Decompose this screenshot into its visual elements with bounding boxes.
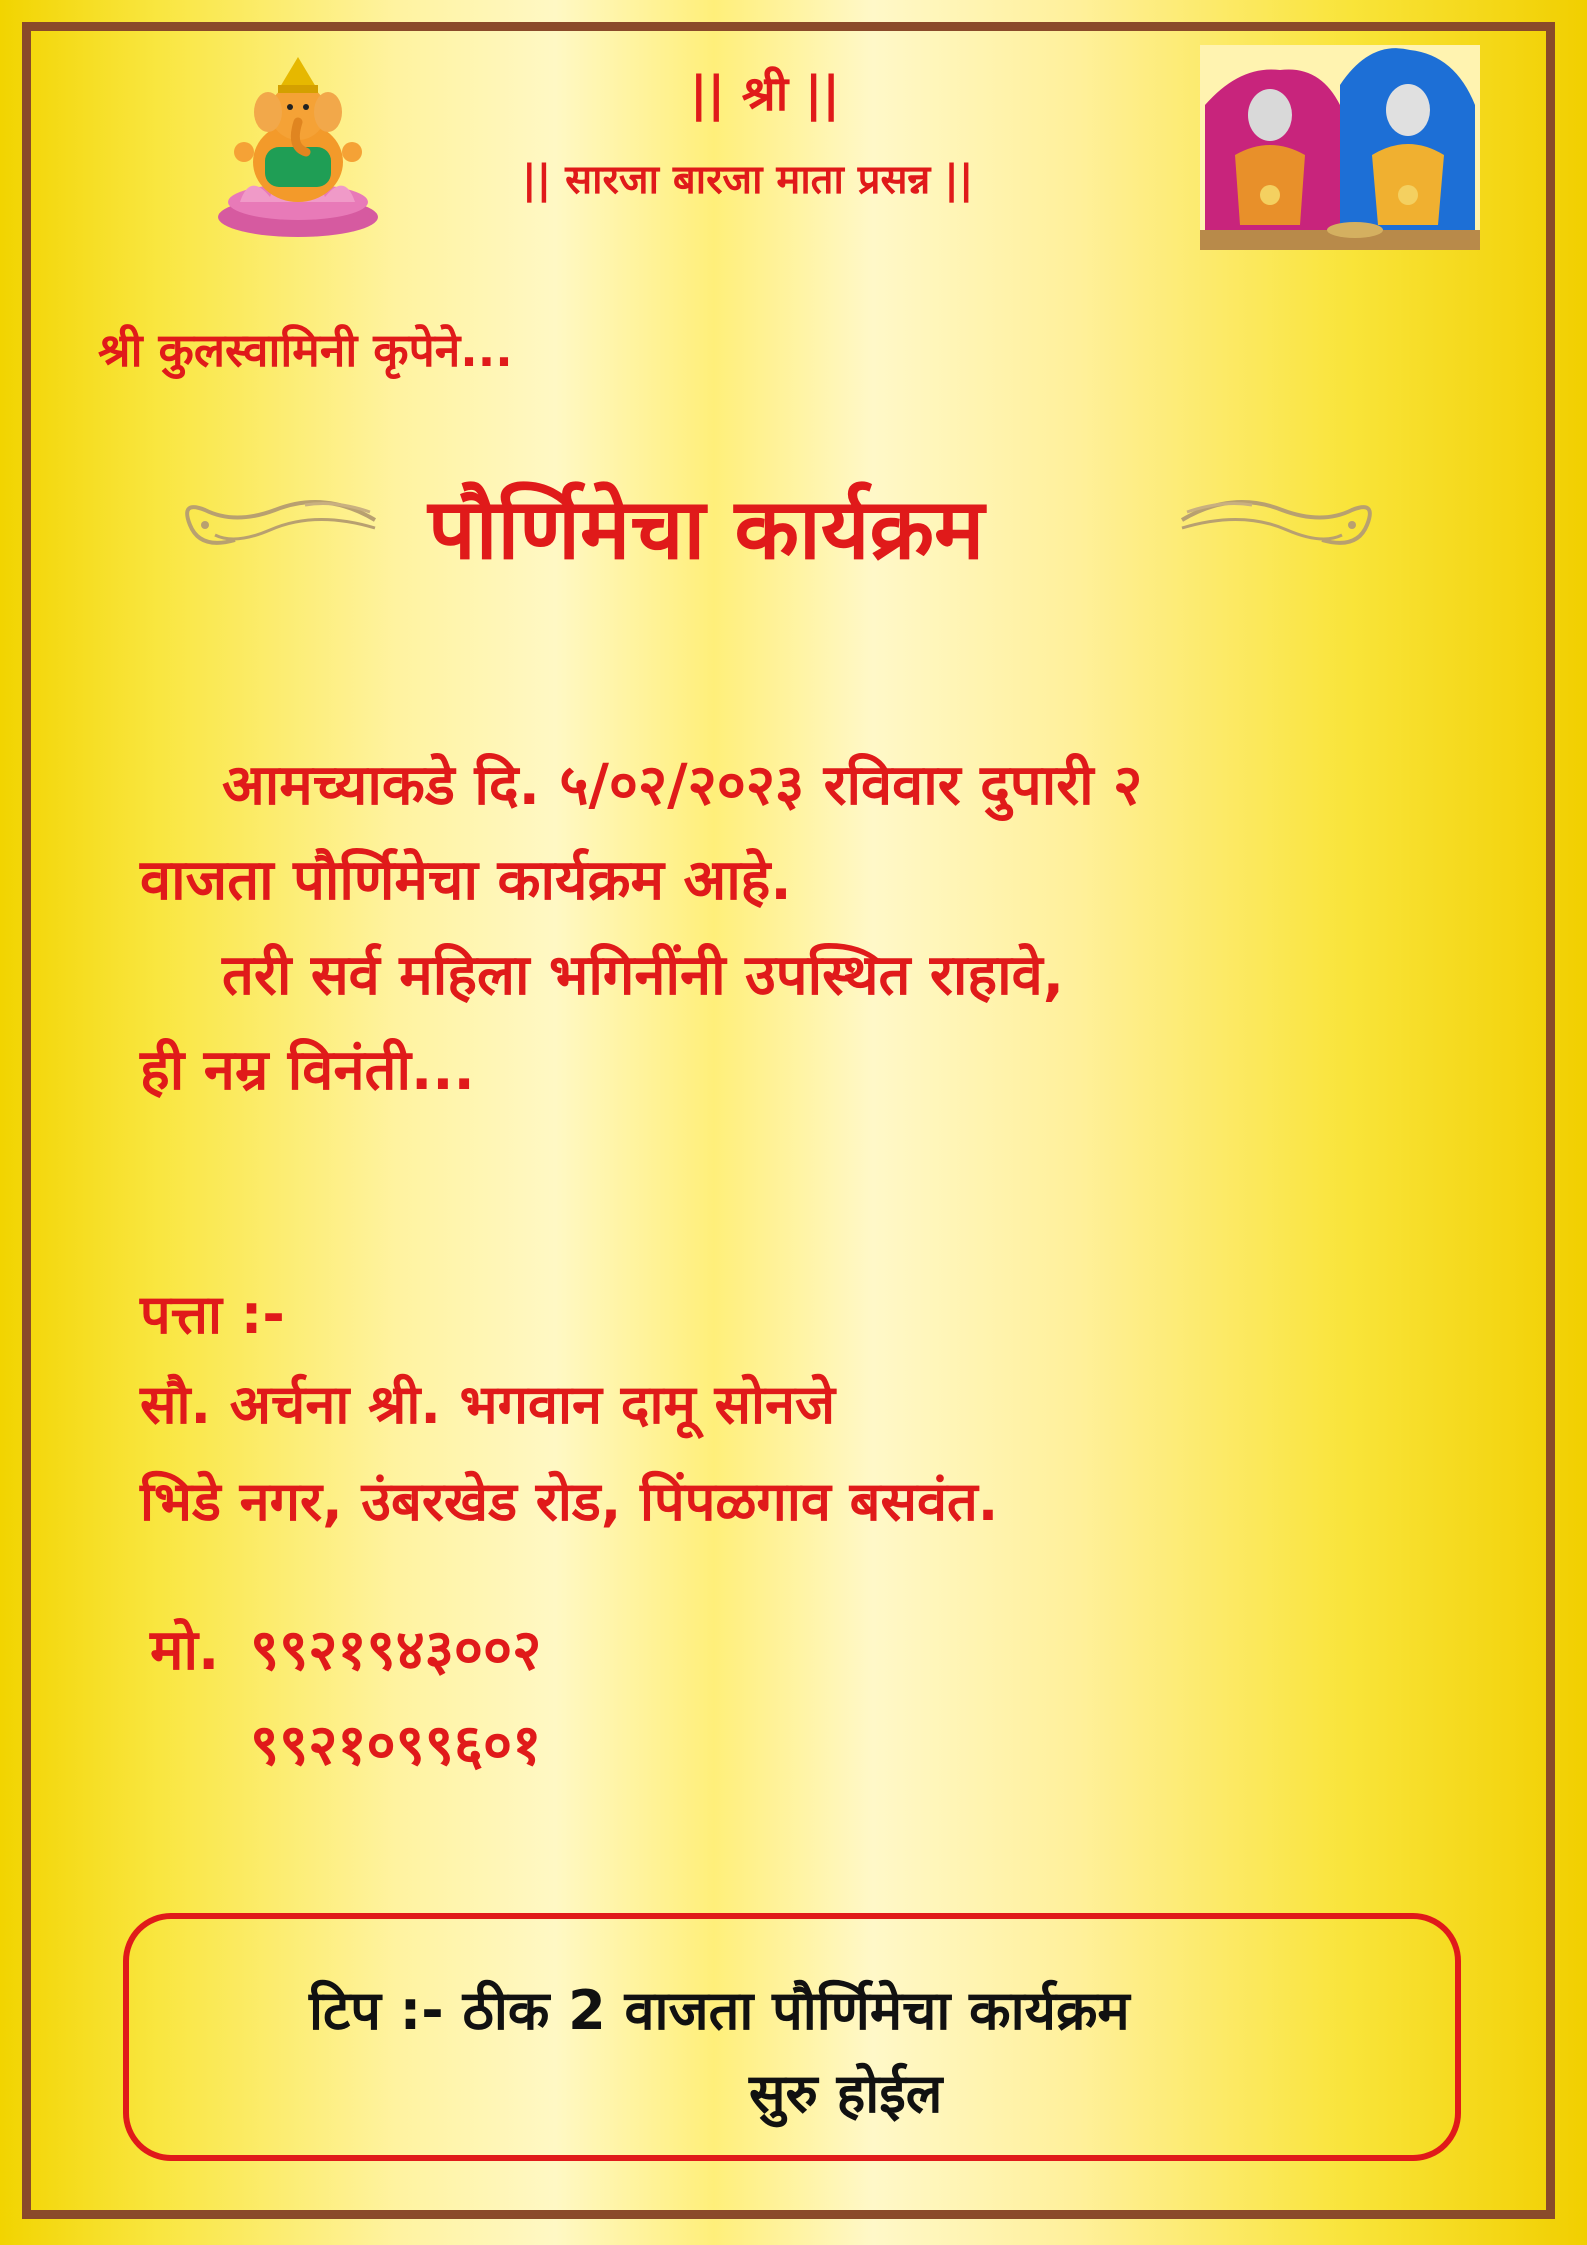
body-line-2: वाजता पौर्णिमेचा कार्यक्रम आहे. [140, 848, 792, 913]
address-place: भिडे नगर, उंबरखेड रोड, पिंपळगाव बसवंत. [140, 1470, 999, 1533]
ganesha-image-icon [210, 52, 385, 240]
address-name: सौ. अर्चना श्री. भगवान दामू सोनजे [140, 1373, 836, 1436]
tip-box [123, 1913, 1461, 2161]
phone-number-2: ९९२१०९९६०१ [250, 1713, 542, 1778]
event-title: पौर्णिमेचा कार्यक्रम [428, 480, 985, 578]
goddess-image-icon [1200, 45, 1480, 250]
right-swirl-ornament-icon [1172, 470, 1382, 570]
body-line-3: तरी सर्व महिला भगिनींनी उपस्थित राहावे, [222, 943, 1064, 1008]
phone-number-1: ९९२१९४३००२ [250, 1618, 542, 1683]
left-swirl-ornament-icon [175, 470, 385, 570]
deity-blessing-line: || सारजा बारजा माता प्रसन्न || [522, 157, 974, 203]
body-line-4: ही नम्र विनंती... [140, 1038, 475, 1103]
kulswamini-blessing: श्री कुलस्वामिनी कृपेने... [98, 323, 513, 377]
body-line-1: आमच्याकडे दि. ५/०२/२०२३ रविवार दुपारी २ [222, 753, 1143, 818]
mobile-label: मो. [150, 1618, 220, 1683]
address-label: पत्ता :- [140, 1283, 285, 1346]
tip-line-1: टिप :- ठीक 2 वाजता पौर्णिमेचा कार्यक्रम [309, 1979, 1130, 2042]
shree-heading: || श्री || [690, 66, 840, 122]
tip-line-2: सुरु होईल [749, 2062, 943, 2125]
